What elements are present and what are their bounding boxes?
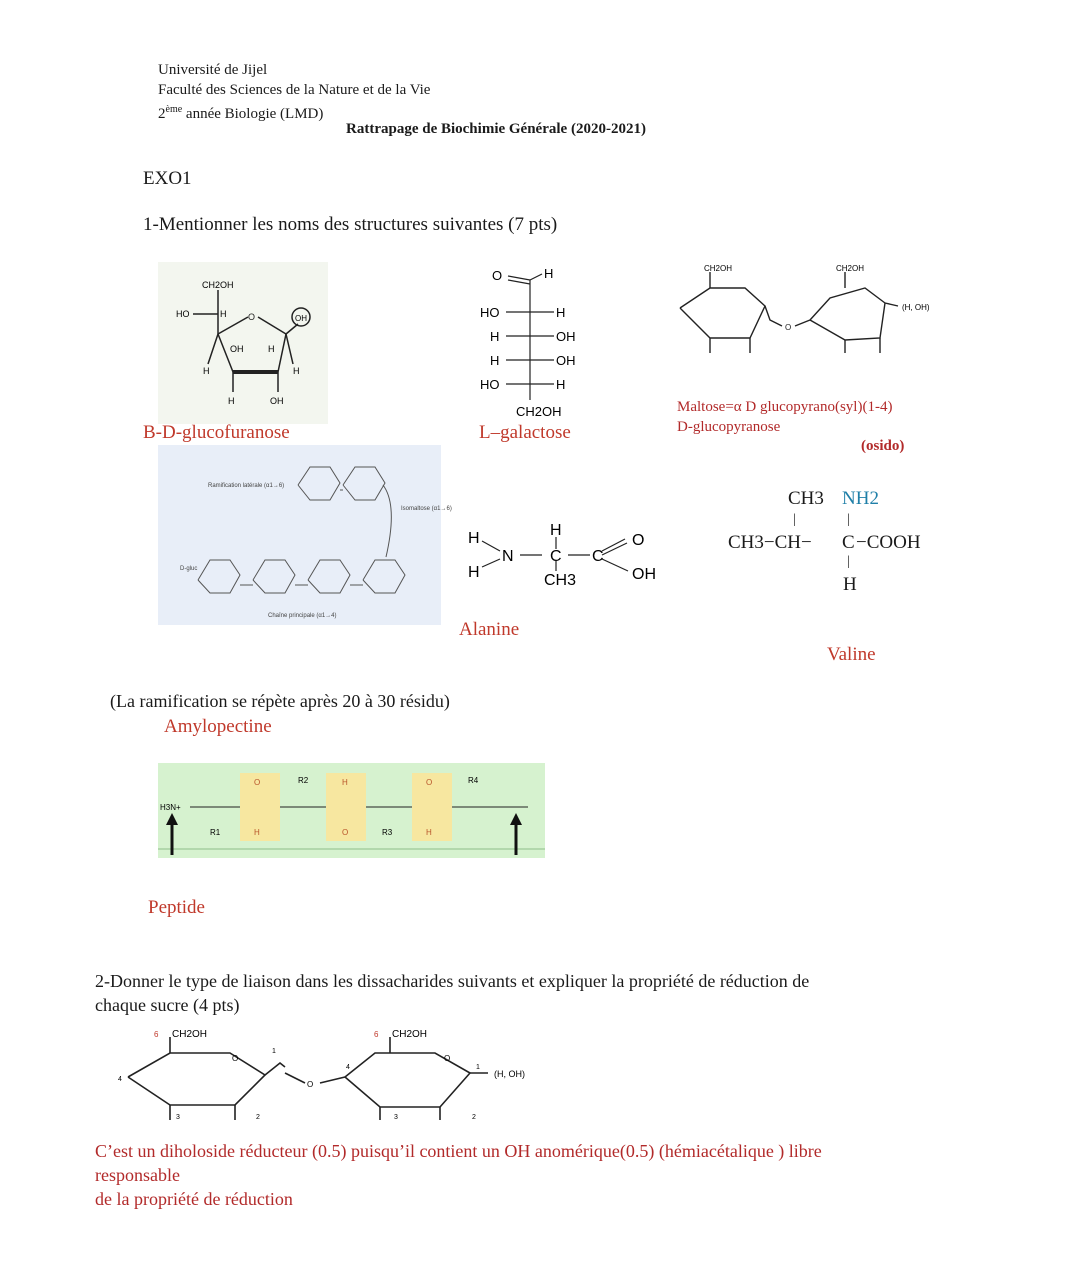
galactose-c4-left: H (490, 353, 500, 368)
disac-ring-o-1: O (232, 1054, 239, 1063)
label-h-ring: H (268, 344, 275, 354)
alanine-name: Alanine (459, 619, 520, 640)
amylo-ramification-label: Ramification latérale (α1→6) (208, 483, 285, 489)
answer (95, 1139, 975, 1211)
galactose-o: O (492, 268, 503, 283)
valine-nh2: NH2 (842, 488, 879, 509)
peptide-r3: R3 (382, 828, 393, 837)
valine-cooh: −COOH (856, 532, 921, 553)
maltose-ch2oh-1: CH2OH (704, 264, 733, 273)
disac-h-oh: (H, OH) (494, 1069, 525, 1079)
alanine-c-alpha: C (550, 548, 562, 565)
label-h-right: H (293, 366, 300, 376)
maltose-ch2oh-2: CH2OH (836, 264, 865, 273)
peptide-r4: R4 (468, 776, 479, 785)
answer-line-3: de la propriété de réduction (95, 1189, 293, 1209)
svg-text:H: H (254, 828, 260, 837)
alanine-h-alpha: H (550, 522, 562, 539)
svg-text:O: O (785, 323, 792, 332)
disac-bridge-o: O (307, 1080, 314, 1089)
disac-c4-2: 4 (346, 1064, 350, 1071)
question-1: 1-Mentionner les noms des structures suivantes (7 pts) (143, 214, 558, 235)
disac-c4-1: 4 (118, 1076, 122, 1083)
galactose-c5-left: HO (480, 377, 500, 392)
valine-chain-left: CH3−CH− (728, 532, 812, 553)
peptide-h3n: H3N+ (160, 803, 181, 812)
label-oh-ring: OH (230, 344, 244, 354)
header (158, 60, 430, 124)
valine-name: Valine (827, 644, 876, 665)
svg-text:O: O (342, 828, 349, 837)
amylo-dgluc-label: D-gluc (180, 566, 198, 572)
faculty: Faculté des Sciences de la Nature et de la Vie (158, 82, 431, 98)
galactose-c5-right: H (556, 377, 566, 392)
disac-ring-o-2: O (444, 1054, 451, 1063)
label-h-bottom: H (228, 396, 235, 406)
amylopectine-diagram (158, 445, 452, 625)
answer-line-1: C’est un diholoside réducteur (0.5) puisqu’il contient un OH anomérique(0.5) (hémiacétalique ) libre (95, 1141, 822, 1161)
galactose-c2-left: HO (480, 305, 500, 320)
label-oh-bottom: OH (270, 396, 284, 406)
label-h-left: H (203, 366, 210, 376)
maltose-h-oh: (H, OH) (902, 303, 930, 312)
galactose-c3-right: OH (556, 329, 576, 344)
alanine-ch3: CH3 (544, 572, 577, 589)
exo-title: EXO1 (143, 168, 192, 189)
maltose-name: Maltose=α D glucopyrano(syl)(1-4) D-glucopyranose (677, 399, 893, 435)
valine-c-alpha: C (842, 532, 855, 553)
maltose-osido-note: (osido) (861, 438, 905, 454)
disac-c3-1: 3 (176, 1114, 180, 1121)
galactose-c2-right: H (556, 305, 566, 320)
valine-ch3-top: CH3 (788, 488, 824, 509)
galactose-ch2oh: CH2OH (516, 404, 562, 419)
galactose-c4-right: OH (556, 353, 576, 368)
disac-c2-1: 2 (256, 1114, 260, 1121)
disac-c3-2: 3 (394, 1114, 398, 1121)
galactose-c3-left: H (490, 329, 500, 344)
glucofuranose-structure (158, 262, 328, 424)
svg-text:O: O (426, 778, 433, 787)
peptide-r2: R2 (298, 776, 309, 785)
amylo-isomaltose-label: Isomaltose (α1→6) (401, 506, 452, 512)
label-oh-circled: OH (295, 314, 307, 323)
university: Université de Jijel (158, 62, 268, 78)
label-h-top: H (220, 309, 227, 319)
disac-c1-1: 1 (272, 1048, 276, 1055)
svg-text:H: H (342, 778, 348, 787)
peptide-diagram (158, 763, 545, 858)
svg-text:O: O (248, 312, 256, 322)
disaccharide-structure (110, 1025, 570, 1125)
alanine-n: N (502, 548, 514, 565)
glucofuranose-name: B-D-glucofuranose (143, 422, 290, 443)
label-ch2oh: CH2OH (202, 280, 234, 290)
valine-structure: CH3 NH2 | | CH3−CH− C −COOH | H (728, 488, 921, 595)
label-ho: HO (176, 309, 190, 319)
disac-c2-2: 2 (472, 1114, 476, 1121)
amylo-chain-label: Chaîne principale (α1→4) (268, 613, 337, 619)
galactose-structure (472, 262, 592, 424)
disac-c6-2: 6 (374, 1030, 379, 1039)
alanine-structure (460, 515, 690, 595)
svg-text:H: H (426, 828, 432, 837)
answer-line-2: responsable (95, 1165, 180, 1185)
exam-title: Rattrapage de Biochimie Générale (2020-2021) (346, 121, 646, 137)
alanine-h1: H (468, 530, 480, 547)
svg-text:O: O (254, 778, 261, 787)
galactose-h-ald: H (544, 266, 554, 281)
amylopectine-note: (La ramification se répète après 20 à 30 résidu) (110, 691, 450, 711)
valine-h: H (843, 574, 857, 595)
disac-c6-1: 6 (154, 1030, 159, 1039)
peptide-name: Peptide (148, 897, 205, 918)
galactose-name: L–galactose (479, 422, 571, 443)
disac-ch2oh-2: CH2OH (392, 1029, 428, 1040)
alanine-o: O (632, 532, 645, 549)
year-level: 2ème année Biologie (LMD) (158, 104, 324, 122)
disac-ch2oh-1: CH2OH (172, 1029, 208, 1040)
maltose-structure (670, 258, 950, 378)
alanine-oh: OH (632, 566, 656, 583)
peptide-r1: R1 (210, 828, 221, 837)
disac-c1-2: 1 (476, 1064, 480, 1071)
alanine-h2: H (468, 564, 480, 581)
amylopectine-name: Amylopectine (164, 716, 272, 737)
alanine-c-carboxyl: C (592, 548, 604, 565)
question-2: 2-Donner le type de liaison dans les dissacharides suivants et expliquer la propriété de réduction de chaque sucre (4 pts) (95, 971, 810, 1015)
